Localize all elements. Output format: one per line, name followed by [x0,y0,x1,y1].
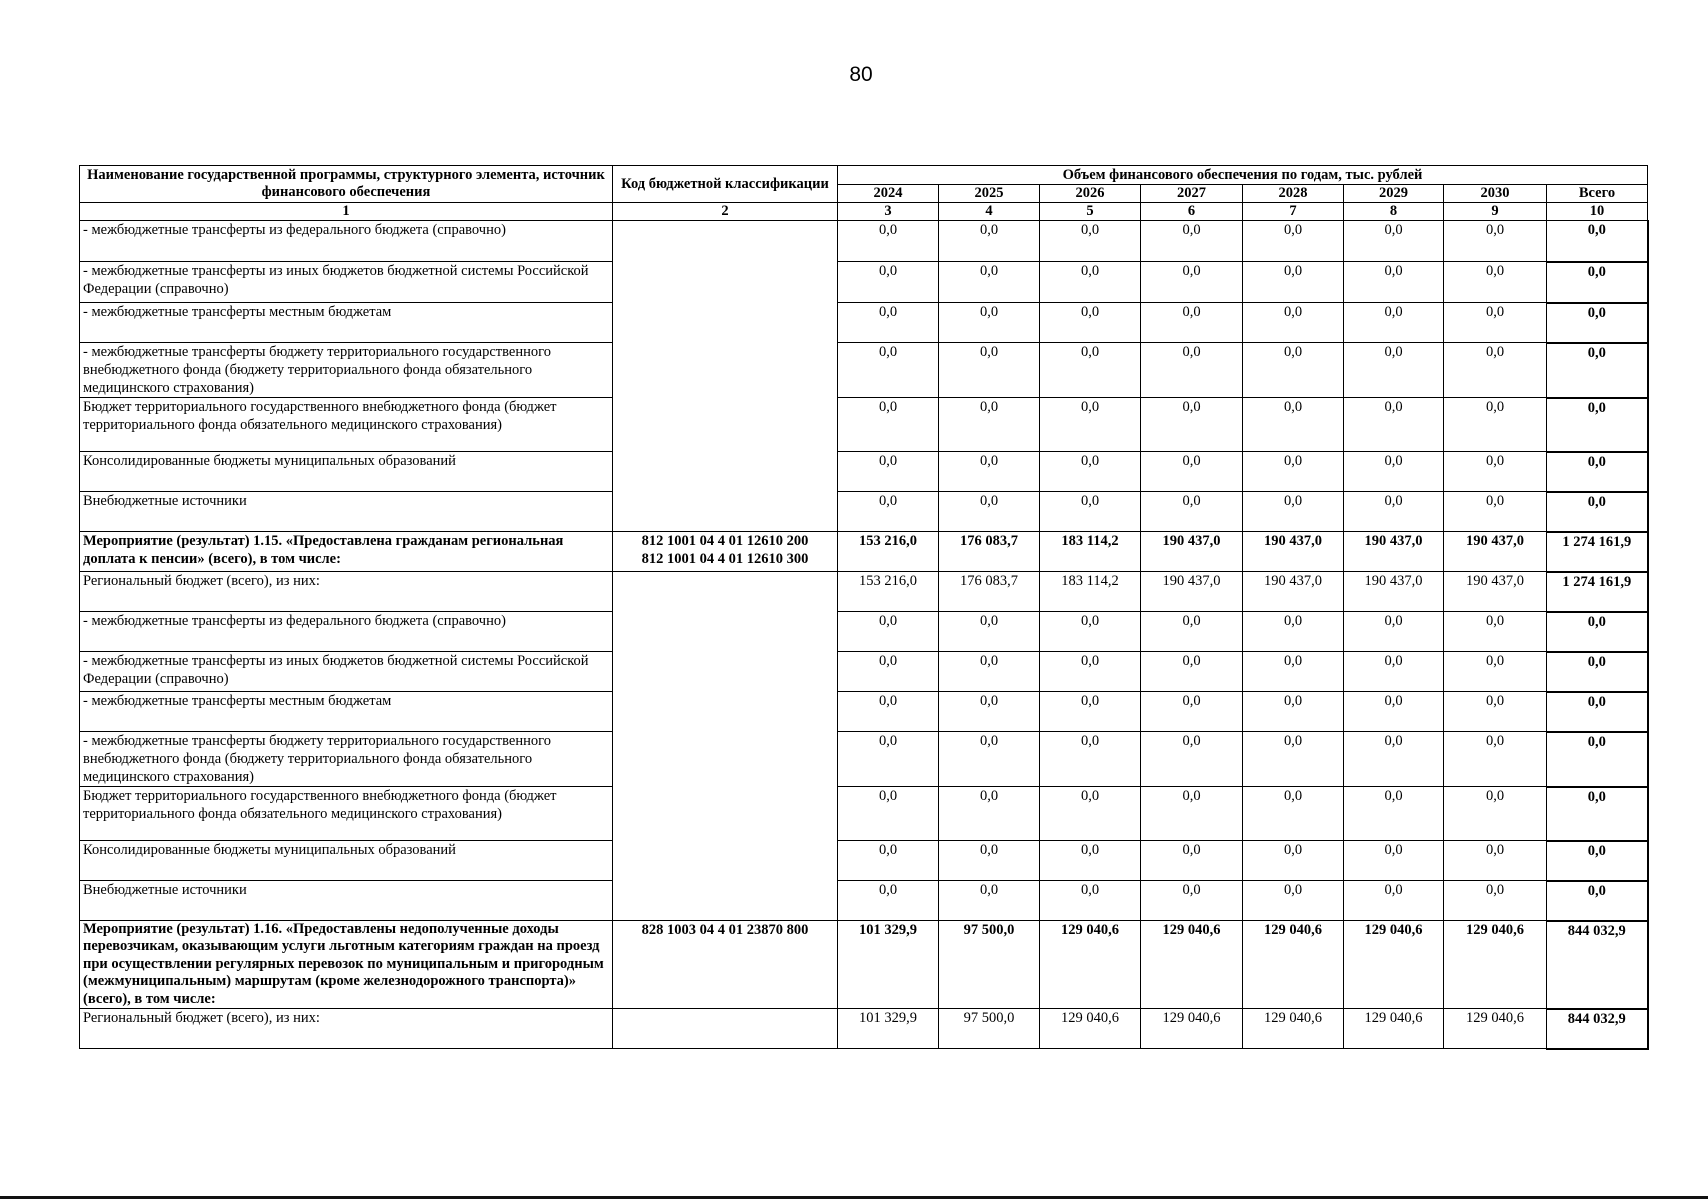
year-value-cell: 97 500,0 [939,921,1040,1009]
year-value-cell: 0,0 [1243,303,1344,343]
measure-name-cell: Мероприятие (результат) 1.15. «Предоставлена гражданам региональная доплата к пенсии» (всего), в том числе: [80,532,613,572]
year-value-cell: 0,0 [1344,221,1444,262]
total-value-cell: 0,0 [1547,492,1648,532]
year-value-cell: 0,0 [1444,303,1547,343]
total-value-cell: 0,0 [1547,652,1648,692]
table-row [80,652,1648,692]
total-value-cell: 0,0 [1547,398,1648,452]
year-value-cell: 0,0 [1243,787,1344,841]
financing-table [79,165,1649,1050]
source-name-cell: Региональный бюджет (всего), из них: [80,1009,613,1049]
source-name-cell: Консолидированные бюджеты муниципальных образований [80,841,613,881]
year-value-cell: 0,0 [1141,262,1243,303]
total-value-cell: 0,0 [1547,612,1648,652]
year-value-cell: 0,0 [1344,787,1444,841]
table-row [80,881,1648,921]
year-value-cell: 129 040,6 [1040,1009,1141,1049]
page-number: 80 [849,63,873,86]
year-value-cell: 0,0 [838,221,939,262]
year-value-cell: 129 040,6 [1243,921,1344,1009]
year-value-cell: 0,0 [1444,492,1547,532]
year-value-cell: 0,0 [1141,692,1243,732]
column-number: 7 [1243,203,1344,221]
year-value-cell: 0,0 [939,732,1040,787]
year-value-cell: 129 040,6 [1141,921,1243,1009]
source-name-cell: - межбюджетные трансферты бюджету территориального государственного внебюджетного фонда (бюджету территориального фонда обязательного медицинского страхования) [80,732,613,787]
total-value-cell: 844 032,9 [1547,1009,1648,1049]
year-value-cell: 0,0 [939,343,1040,398]
total-value-cell: 1 274 161,9 [1547,572,1648,612]
source-name-cell: - межбюджетные трансферты из федерального бюджета (справочно) [80,221,613,262]
table-row [80,343,1648,398]
year-value-cell: 0,0 [939,652,1040,692]
year-value-cell: 0,0 [1444,262,1547,303]
header-year: 2025 [939,185,1040,203]
year-value-cell: 0,0 [838,492,939,532]
year-value-cell: 0,0 [1243,881,1344,921]
year-value-cell: 97 500,0 [939,1009,1040,1049]
column-number: 5 [1040,203,1141,221]
header-year: 2028 [1243,185,1344,203]
total-value-cell: 0,0 [1547,452,1648,492]
total-value-cell: 0,0 [1547,262,1648,303]
year-value-cell: 0,0 [838,303,939,343]
year-value-cell: 0,0 [1040,343,1141,398]
budget-code-cell [613,1009,838,1049]
table-row [80,612,1648,652]
year-value-cell: 0,0 [838,398,939,452]
year-value-cell: 0,0 [838,452,939,492]
year-value-cell: 0,0 [1141,343,1243,398]
year-value-cell: 0,0 [1040,652,1141,692]
year-value-cell: 0,0 [838,881,939,921]
source-name-cell: - межбюджетные трансферты местным бюджетам [80,692,613,732]
header-year: 2030 [1444,185,1547,203]
header-total: Всего [1547,185,1648,203]
year-value-cell: 0,0 [1040,612,1141,652]
year-value-cell: 0,0 [1141,452,1243,492]
year-value-cell: 0,0 [1344,732,1444,787]
year-value-cell: 0,0 [1444,612,1547,652]
budget-code-line: 812 1001 04 4 01 12610 200 [641,533,809,549]
year-value-cell: 0,0 [1141,652,1243,692]
year-value-cell: 0,0 [838,652,939,692]
year-value-cell: 129 040,6 [1344,1009,1444,1049]
column-number: 9 [1444,203,1547,221]
year-value-cell: 0,0 [939,612,1040,652]
column-number: 2 [613,203,838,221]
header-name-column: Наименование государственной программы, структурного элемента, источник финансового обеспечения [80,166,613,203]
year-value-cell: 0,0 [939,303,1040,343]
year-value-cell: 0,0 [1040,303,1141,343]
table-row [80,787,1648,841]
total-value-cell: 1 274 161,9 [1547,532,1648,572]
year-value-cell: 0,0 [1141,492,1243,532]
header-volume-column: Объем финансового обеспечения по годам, тыс. рублей [838,166,1648,185]
table-row [80,492,1648,532]
year-value-cell: 0,0 [1243,652,1344,692]
year-value-cell: 0,0 [1243,452,1344,492]
year-value-cell: 190 437,0 [1141,572,1243,612]
budget-code-cell [613,221,838,532]
year-value-cell: 153 216,0 [838,572,939,612]
source-name-cell: - межбюджетные трансферты из иных бюджетов бюджетной системы Российской Федерации (справочно) [80,652,613,692]
year-value-cell: 190 437,0 [1243,532,1344,572]
year-value-cell: 0,0 [1444,452,1547,492]
year-value-cell: 0,0 [1141,881,1243,921]
year-value-cell: 0,0 [1040,692,1141,732]
total-value-cell: 0,0 [1547,303,1648,343]
year-value-cell: 0,0 [1040,452,1141,492]
year-value-cell: 0,0 [1243,221,1344,262]
table-row [80,262,1648,303]
year-value-cell: 0,0 [1344,492,1444,532]
year-value-cell: 0,0 [1243,492,1344,532]
header-year: 2029 [1344,185,1444,203]
source-name-cell: Региональный бюджет (всего), из них: [80,572,613,612]
year-value-cell: 0,0 [1141,398,1243,452]
year-value-cell: 0,0 [1344,398,1444,452]
header-year: 2026 [1040,185,1141,203]
year-value-cell: 0,0 [939,398,1040,452]
source-name-cell: - межбюджетные трансферты из иных бюджетов бюджетной системы Российской Федерации (справочно) [80,262,613,303]
table-row [80,732,1648,787]
budget-code-cell [613,532,838,572]
year-value-cell: 0,0 [1444,732,1547,787]
column-number-row [80,203,1648,221]
year-value-cell: 190 437,0 [1444,572,1547,612]
source-name-cell: Внебюджетные источники [80,492,613,532]
year-value-cell: 190 437,0 [1444,532,1547,572]
year-value-cell: 0,0 [1040,787,1141,841]
year-value-cell: 0,0 [1444,652,1547,692]
year-value-cell: 190 437,0 [1141,532,1243,572]
year-value-cell: 0,0 [939,841,1040,881]
year-value-cell: 0,0 [1344,612,1444,652]
year-value-cell: 0,0 [838,732,939,787]
source-name-cell: Внебюджетные источники [80,881,613,921]
table-row [80,452,1648,492]
year-value-cell: 153 216,0 [838,532,939,572]
table-row [80,841,1648,881]
total-value-cell: 0,0 [1547,343,1648,398]
year-value-cell: 0,0 [1444,398,1547,452]
column-number: 10 [1547,203,1648,221]
year-value-cell: 101 329,9 [838,1009,939,1049]
total-value-cell: 0,0 [1547,881,1648,921]
source-name-cell: - межбюджетные трансферты из федерального бюджета (справочно) [80,612,613,652]
measure-name-cell: Мероприятие (результат) 1.16. «Предоставлены недополученные доходы перевозчикам, оказывающим услуги льготным категориям граждан на проезд при осуществлении регулярных перевозок по муниципальным и пригородным (межмуниципальным) маршрутам (кроме железнодорожного транспорта)» (всего), в том числе: [80,921,613,1009]
year-value-cell: 190 437,0 [1243,572,1344,612]
source-name-cell: - межбюджетные трансферты бюджету территориального государственного внебюджетного фонда (бюджету территориального фонда обязательного медицинского страхования) [80,343,613,398]
source-name-cell: Бюджет территориального государственного внебюджетного фонда (бюджет территориального фонда обязательного медицинского страхования) [80,787,613,841]
year-value-cell: 0,0 [838,692,939,732]
year-value-cell: 0,0 [1141,303,1243,343]
column-number: 3 [838,203,939,221]
table-row [80,692,1648,732]
year-value-cell: 129 040,6 [1344,921,1444,1009]
year-value-cell: 0,0 [939,787,1040,841]
measure-row [80,532,1648,572]
year-value-cell: 0,0 [838,343,939,398]
year-value-cell: 0,0 [1444,692,1547,732]
year-value-cell: 0,0 [838,262,939,303]
year-value-cell: 176 083,7 [939,572,1040,612]
scan-border-line [0,1196,1708,1199]
total-value-cell: 0,0 [1547,692,1648,732]
year-value-cell: 0,0 [1444,841,1547,881]
year-value-cell: 190 437,0 [1344,572,1444,612]
table-row [80,572,1648,612]
year-value-cell: 129 040,6 [1444,1009,1547,1049]
year-value-cell: 0,0 [1344,841,1444,881]
year-value-cell: 129 040,6 [1243,1009,1344,1049]
year-value-cell: 0,0 [939,492,1040,532]
total-value-cell: 0,0 [1547,841,1648,881]
year-value-cell: 183 114,2 [1040,572,1141,612]
year-value-cell: 0,0 [1444,221,1547,262]
year-value-cell: 0,0 [1243,398,1344,452]
total-value-cell: 844 032,9 [1547,921,1648,1009]
year-value-cell: 0,0 [939,452,1040,492]
column-number: 6 [1141,203,1243,221]
year-value-cell: 0,0 [1243,692,1344,732]
table-row [80,221,1648,262]
year-value-cell: 0,0 [838,612,939,652]
year-value-cell: 0,0 [1344,343,1444,398]
header-year: 2027 [1141,185,1243,203]
year-value-cell: 0,0 [1344,881,1444,921]
year-value-cell: 0,0 [1243,841,1344,881]
year-value-cell: 0,0 [1040,841,1141,881]
budget-code-cell: 828 1003 04 4 01 23870 800 [613,921,838,1009]
year-value-cell: 0,0 [1444,881,1547,921]
year-value-cell: 0,0 [1141,841,1243,881]
year-value-cell: 129 040,6 [1444,921,1547,1009]
year-value-cell: 0,0 [1141,732,1243,787]
year-value-cell: 0,0 [1040,732,1141,787]
year-value-cell: 0,0 [1344,692,1444,732]
year-value-cell: 0,0 [1141,612,1243,652]
year-value-cell: 0,0 [1243,262,1344,303]
source-name-cell: - межбюджетные трансферты местным бюджетам [80,303,613,343]
table-row [80,1009,1648,1049]
year-value-cell: 0,0 [1243,612,1344,652]
column-number: 1 [80,203,613,221]
year-value-cell: 0,0 [1040,262,1141,303]
year-value-cell: 0,0 [1444,787,1547,841]
year-value-cell: 0,0 [1141,787,1243,841]
year-value-cell: 0,0 [838,787,939,841]
source-name-cell: Бюджет территориального государственного внебюджетного фонда (бюджет территориального фонда обязательного медицинского страхования) [80,398,613,452]
year-value-cell: 176 083,7 [939,532,1040,572]
header-code-column: Код бюджетной классификации [613,166,838,203]
total-value-cell: 0,0 [1547,787,1648,841]
year-value-cell: 101 329,9 [838,921,939,1009]
table-row [80,398,1648,452]
year-value-cell: 0,0 [1344,452,1444,492]
year-value-cell: 0,0 [939,262,1040,303]
year-value-cell: 0,0 [1243,732,1344,787]
source-name-cell: Консолидированные бюджеты муниципальных образований [80,452,613,492]
budget-code-line: 812 1001 04 4 01 12610 300 [641,551,809,567]
year-value-cell: 0,0 [939,221,1040,262]
header-year: 2024 [838,185,939,203]
year-value-cell: 0,0 [939,881,1040,921]
year-value-cell: 0,0 [1141,221,1243,262]
year-value-cell: 183 114,2 [1040,532,1141,572]
year-value-cell: 0,0 [939,692,1040,732]
column-number: 4 [939,203,1040,221]
year-value-cell: 0,0 [1344,262,1444,303]
year-value-cell: 0,0 [1243,343,1344,398]
column-number: 8 [1344,203,1444,221]
total-value-cell: 0,0 [1547,732,1648,787]
year-value-cell: 0,0 [1040,398,1141,452]
total-value-cell: 0,0 [1547,221,1648,262]
year-value-cell: 0,0 [1040,492,1141,532]
budget-code-cell [613,572,838,921]
measure-row [80,921,1648,1009]
year-value-cell: 0,0 [1040,221,1141,262]
table-row [80,303,1648,343]
year-value-cell: 129 040,6 [1040,921,1141,1009]
year-value-cell: 129 040,6 [1141,1009,1243,1049]
year-value-cell: 0,0 [1040,881,1141,921]
year-value-cell: 190 437,0 [1344,532,1444,572]
year-value-cell: 0,0 [1344,303,1444,343]
year-value-cell: 0,0 [1344,652,1444,692]
year-value-cell: 0,0 [1444,343,1547,398]
year-value-cell: 0,0 [838,841,939,881]
